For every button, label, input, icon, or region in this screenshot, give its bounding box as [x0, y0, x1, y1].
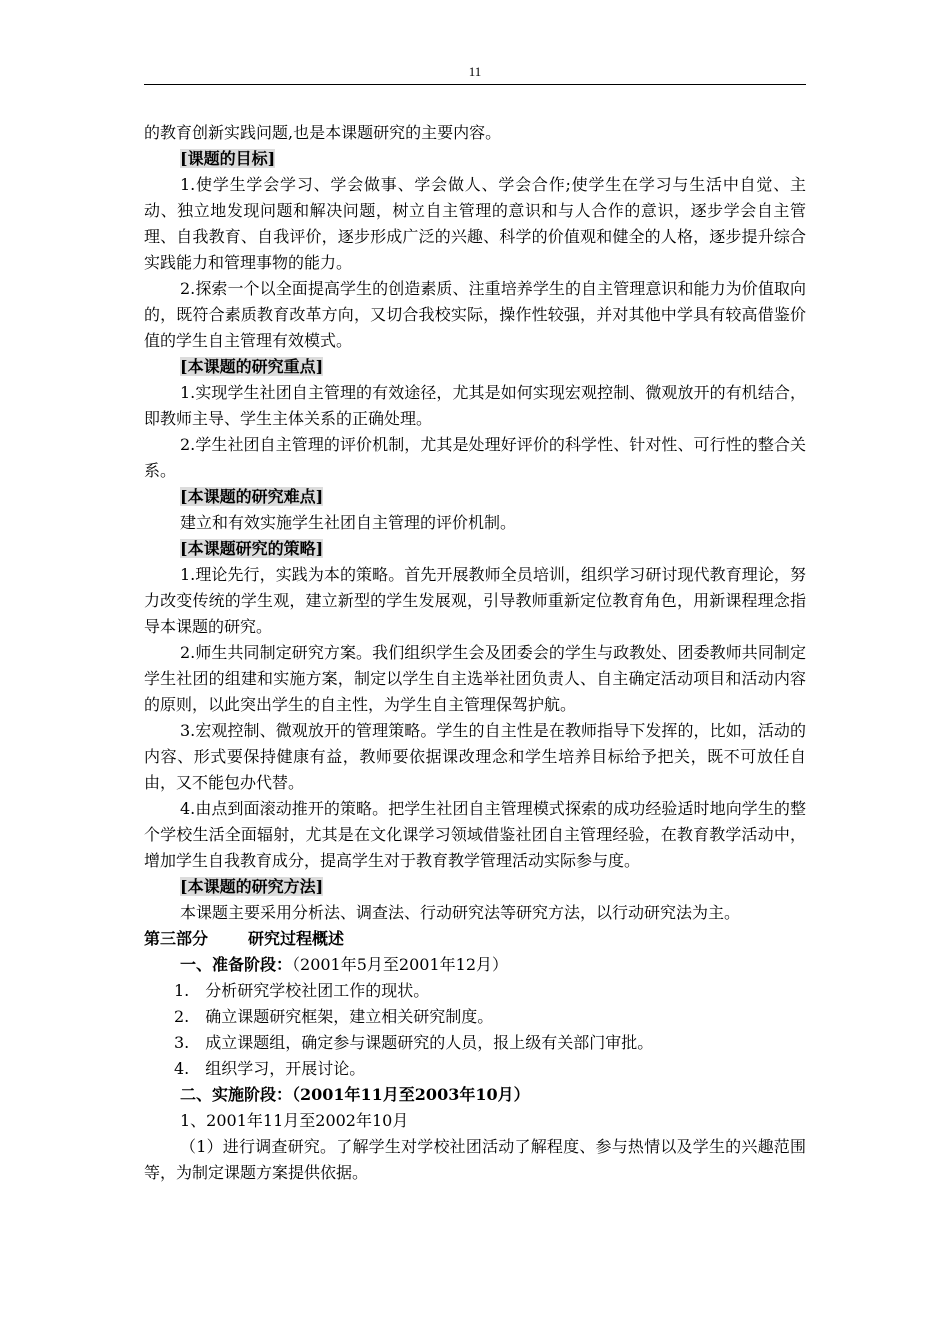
heading-difficulty: [本课题的研究难点]: [180, 487, 324, 506]
paragraph-strategy-4: 4.由点到面滚动推开的策略。把学生社团自主管理模式探索的成功经验适时地向学生的整个学校生活全面辐射，尤其是在文化课学习领域借鉴社团自主管理经验，在教育教学活动中，增加学生自我教育成分，提高学生对于教育教学管理活动实际参与度。: [144, 799, 806, 870]
document-body: [144, 120, 806, 1186]
heading-goal: [课题的目标]: [180, 149, 276, 168]
stage-impl-title: 二、实施阶段：（2001年11月至2003年10月）: [180, 1085, 530, 1104]
prep-list: [144, 978, 806, 1082]
paragraph-difficulty: 建立和有效实施学生社团自主管理的评价机制。: [180, 513, 517, 532]
list-item: 2. 确立课题研究框架，建立相关研究制度。: [174, 1007, 494, 1026]
page-number: 11: [468, 64, 482, 79]
paragraph-goal-2: 2.探索一个以全面提高学生的创造素质、注重培养学生的自主管理意识和能力为价值取向的，既符合素质教育改革方向，又切合我校实际，操作性较强，并对其他中学具有较高借鉴价值的学生自主管理有效模式。: [144, 279, 806, 350]
section-name: 研究过程概述: [248, 929, 345, 948]
heading-method: [本课题的研究方法]: [180, 877, 324, 896]
paragraph-focus-1: 1.实现学生社团自主管理的有效途径，尤其是如何实现宏观控制、微观放开的有机结合，即教师主导、学生主体关系的正确处理。: [144, 383, 806, 428]
paragraph-impl-1: （1）进行调查研究。了解学生对学校社团活动了解程度、参与热情以及学生的兴趣范围等，为制定课题方案提供依据。: [144, 1137, 806, 1182]
stage-prep-title: 一、准备阶段：（2001年5月至2001年12月）: [180, 955, 508, 974]
paragraph-strategy-3: 3.宏观控制、微观放开的管理策略。学生的自主性是在教师指导下发挥的，比如，活动的内容、形式要保持健康有益，教师要依据课改理念和学生培养目标给予把关，既不可放任自由，又不能包办代替。: [144, 721, 806, 792]
stage-prep-date: （2001年5月至2001年12月）: [292, 955, 508, 974]
heading-strategy: [本课题研究的策略]: [180, 539, 324, 558]
paragraph-method: 本课题主要采用分析法、调查法、行动研究法等研究方法，以行动研究法为主。: [180, 903, 741, 922]
paragraph-strategy-2: 2.师生共同制定研究方案。我们组织学生会及团委会的学生与政教处、团委教师共同制定学生社团的组建和实施方案，制定以学生自主选举社团负责人、自主确定活动项目和活动内容的原则，以此突出学生的自主性，为学生自主管理保驾护航。: [144, 643, 806, 714]
header-rule: [144, 84, 806, 85]
paragraph-strategy-1: 1.理论先行，实践为本的策略。首先开展教师全员培训，组织学习研讨现代教育理论，努力改变传统的学生观，建立新型的学生发展观，引导教师重新定位教育角色，用新课程理念指导本课题的研究。: [144, 565, 806, 636]
paragraph-goal-1: 1.使学生学会学习、学会做事、学会做人、学会合作;使学生在学习与生活中自觉、主动、独立地发现问题和解决问题，树立自主管理的意识和与人合作的意识，逐步学会自主管理、自我教育、自我评价，逐步形成广泛的兴趣、科学的价值观和健全的人格，逐步提升综合实践能力和管理事物的能力。: [144, 175, 806, 272]
heading-focus: [本课题的研究重点]: [180, 357, 324, 376]
list-item: 1. 分析研究学校社团工作的现状。: [174, 981, 430, 1000]
impl-subheading: 1、2001年11月至2002年10月: [180, 1111, 409, 1130]
section-title: [144, 926, 806, 952]
section-number: 第三部分: [144, 929, 209, 948]
paragraph: 的教育创新实践问题,也是本课题研究的主要内容。: [144, 123, 502, 142]
list-item: 3. 成立课题组，确定参与课题研究的人员，报上级有关部门审批。: [174, 1033, 654, 1052]
paragraph-focus-2: 2.学生社团自主管理的评价机制，尤其是处理好评价的科学性、针对性、可行性的整合关系。: [144, 435, 806, 480]
list-item: 4. 组织学习，开展讨论。: [174, 1059, 366, 1078]
